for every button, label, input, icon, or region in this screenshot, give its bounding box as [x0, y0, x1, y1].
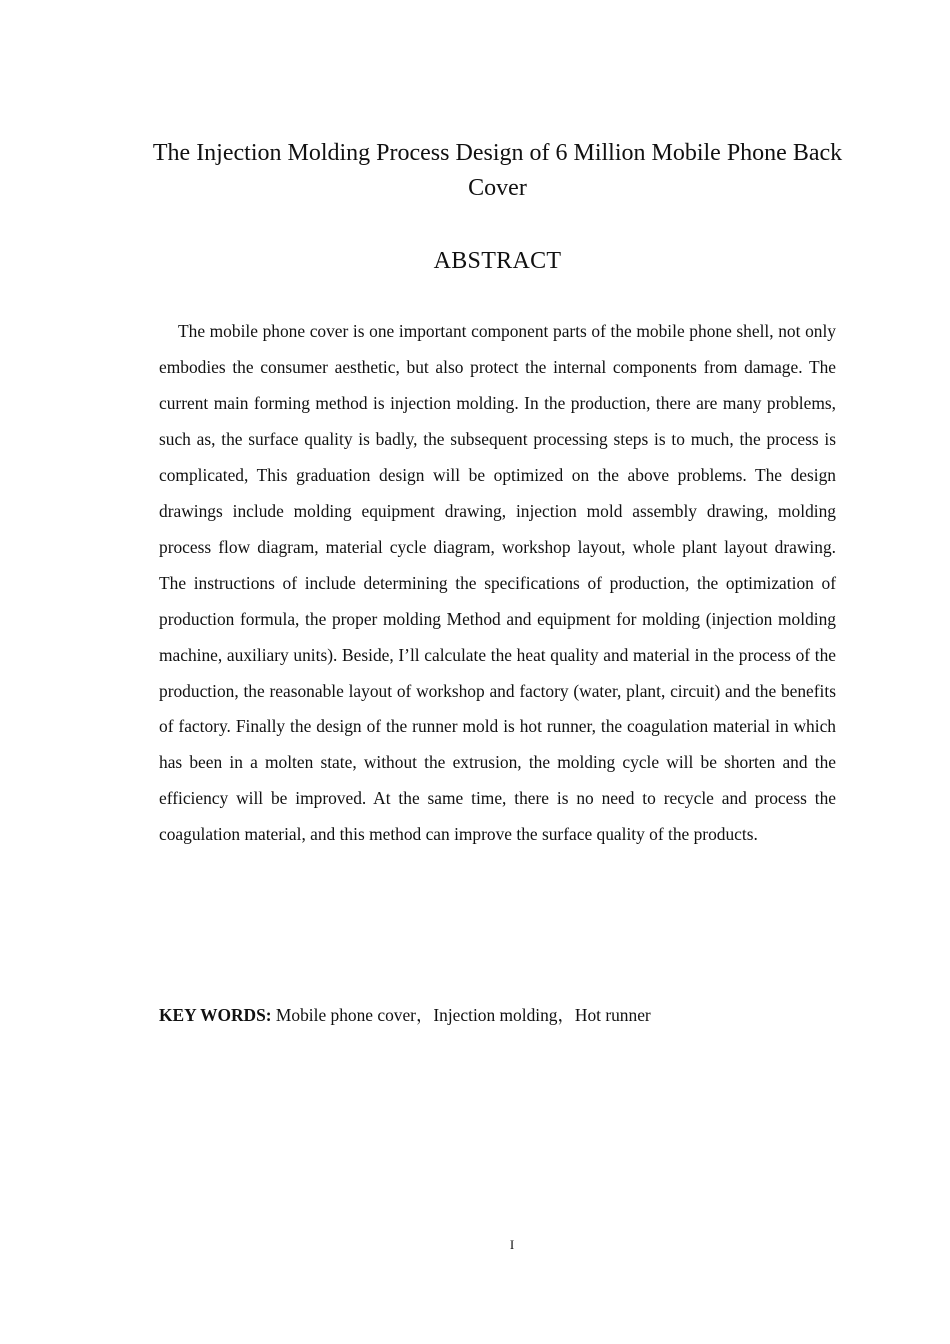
document-title: The Injection Molding Process Design of 6 Million Mobile Phone Back Cover	[152, 140, 843, 201]
keywords-line	[159, 998, 836, 1032]
keywords-label: KEY WORDS:	[159, 1005, 272, 1025]
abstract-body: The mobile phone cover is one important component parts of the mobile phone shell, not only embodies the consumer aesthetic, but also protect the internal components from damage. The current main forming method is injection molding. In the production, there are many problems, such as, the surface quality is badly, the subsequent processing steps is to much, the process is complicated, This graduation design will be optimized on the above problems. The design drawings include molding equipment drawing, injection mold assembly drawing, molding process flow diagram, material cycle diagram, workshop layout, whole plant layout drawing. The instructions of include determining the specifications of production, the optimization of production formula, the proper molding Method and equipment for molding (injection molding machine, auxiliary units). Beside, I’ll calculate the heat quality and material in the process of the production, the reasonable layout of workshop and factory (water, plant, circuit) and the benefits of factory. Finally the design of the runner mold is hot runner, the coagulation material in which has been in a molten state, without the extrusion, the molding cycle will be shorten and the efficiency will be improved. At the same time, there is no need to recycle and process the coagulation material, and this method can improve the surface quality of the products.	[159, 321, 836, 845]
abstract-heading: ABSTRACT	[433, 248, 562, 274]
keywords-text: Mobile phone cover，Injection molding，Hot runner	[271, 1005, 651, 1025]
page-number: I	[509, 1237, 515, 1252]
